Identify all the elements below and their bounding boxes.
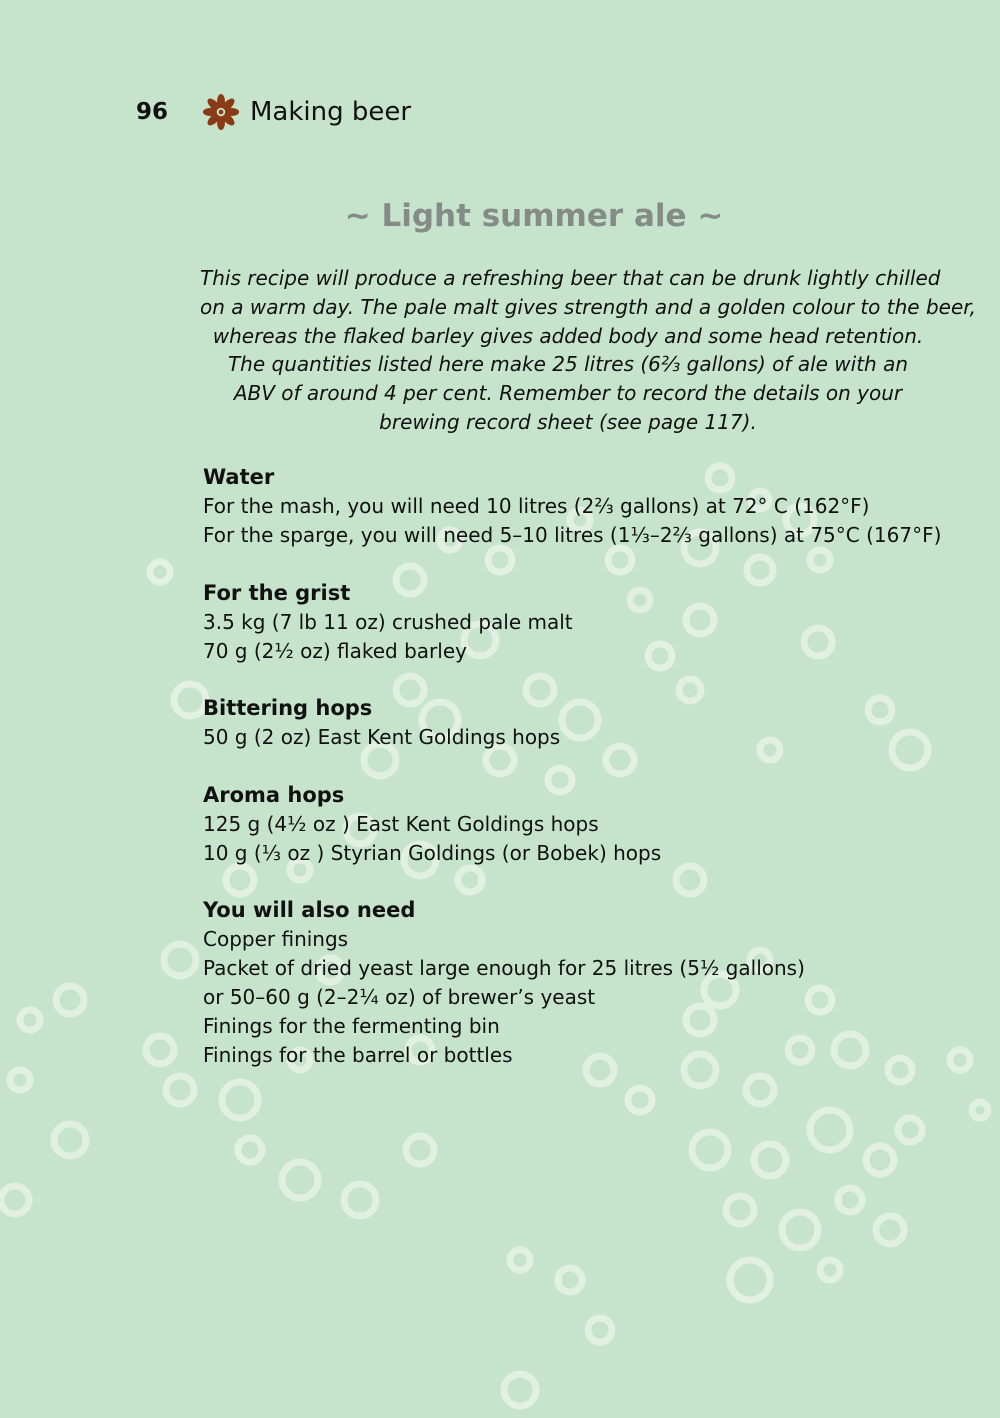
intro-line: brewing record sheet (see page 117). (379, 409, 757, 434)
ingredient-line: 3.5 kg (7 lb 11 oz) crushed pale malt (203, 609, 573, 634)
ingredient-line: 70 g (2½ oz) flaked barley (203, 638, 467, 663)
page-number: 96 (136, 99, 169, 125)
ingredient-line: For the sparge, you will need 5–10 litres (1⅓–2⅔ gallons) at 75°C (167°F) (203, 523, 942, 547)
section-water (203, 463, 963, 550)
section-bittering-hops (203, 694, 963, 752)
recipe-title: ~ Light summer ale ~ (344, 198, 724, 234)
recipe-intro (200, 264, 976, 437)
page-header (136, 92, 411, 132)
ingredient-line: or 50–60 g (2–2¼ oz) of brewer’s yeast (203, 985, 596, 1009)
section-title: Making beer (250, 97, 412, 127)
ingredient-line: Finings for the barrel or bottles (203, 1043, 513, 1067)
ingredient-line: Copper finings (203, 927, 349, 951)
ingredient-sections (203, 463, 963, 1099)
section-heading: Bittering hops (203, 696, 373, 720)
section-heading: You will also need (203, 898, 416, 922)
section-heading: Aroma hops (203, 782, 345, 807)
section-aroma-hops (203, 781, 963, 868)
ingredient-line: Packet of dried yeast large enough for 25 litres (5½ gallons) (203, 956, 805, 980)
ingredient-line: Finings for the fermenting bin (203, 1014, 500, 1038)
flower-icon (202, 93, 240, 131)
ingredient-line: 50 g (2 oz) East Kent Goldings hops (203, 725, 561, 749)
intro-line: ABV of around 4 per cent. Remember to record the details on your (233, 381, 903, 406)
section-grist (203, 579, 963, 666)
ingredient-line: 10 g (⅓ oz ) Styrian Goldings (or Bobek) hops (203, 840, 662, 865)
section-heading: Water (203, 465, 275, 489)
section-heading: For the grist (203, 580, 351, 605)
intro-line: whereas the flaked barley gives added body and some head retention. (212, 323, 924, 348)
intro-line: on a warm day. The pale malt gives strength and a golden colour to the beer, (200, 294, 976, 319)
section-also-need (203, 896, 963, 1070)
ingredient-line: 125 g (4½ oz ) East Kent Goldings hops (203, 811, 599, 836)
intro-line: This recipe will produce a refreshing beer that can be drunk lightly chilled (200, 266, 941, 290)
intro-line: The quantities listed here make 25 litres (6⅔ gallons) of ale with an (227, 352, 909, 377)
ingredient-line: For the mash, you will need 10 litres (2⅔ gallons) at 72° C (162°F) (203, 494, 870, 518)
